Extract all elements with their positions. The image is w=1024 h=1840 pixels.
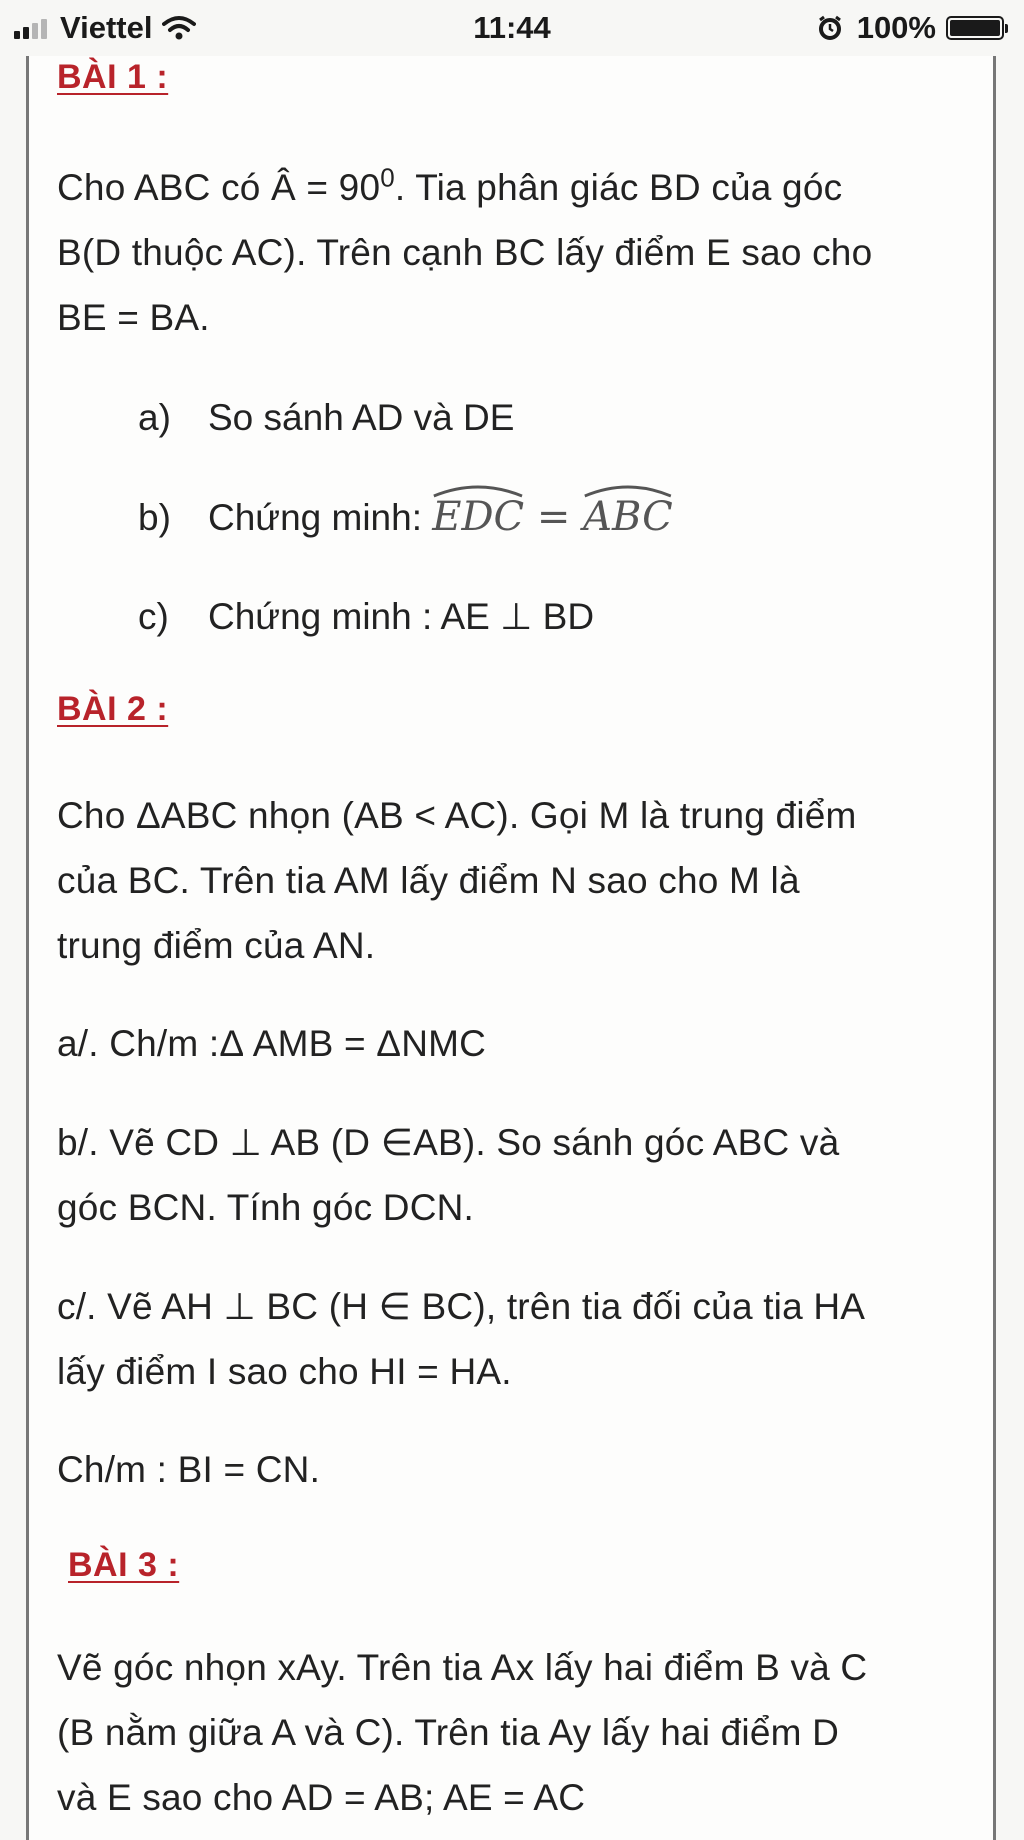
clock: 11:44: [473, 10, 551, 45]
bai2-part-b-line2: góc BCN. Tính góc DCN.: [57, 1187, 475, 1228]
bai3-line3: và E sao cho AD = AB; AE = AC: [57, 1777, 586, 1818]
bai1-intro-line2: B(D thuộc AC). Trên cạnh BC lấy điểm E sao cho: [57, 232, 873, 273]
status-right: [817, 8, 1004, 48]
item-marker: a): [138, 397, 171, 438]
bai1-heading: BÀI 1 :: [57, 58, 169, 96]
battery-percent: 100%: [856, 10, 936, 45]
bai2-para1-line3: trung điểm của AN.: [57, 925, 376, 966]
angle-edc: EDC: [432, 484, 524, 550]
battery-fill: [950, 20, 1000, 36]
angle-abc: ABC: [583, 484, 673, 550]
bai1-intro-text: Cho ABC có Â = 90: [57, 167, 381, 208]
bai1-item-c: [138, 584, 594, 650]
bai1-intro-line3: BE = BA.: [57, 297, 210, 338]
carrier-name: Viettel: [60, 10, 153, 45]
alarm-icon: [817, 15, 843, 41]
bai1-item-b: [138, 484, 673, 551]
bai2-para1-line1: Cho ΔABC nhọn (AB < AC). Gọi M là trung điểm: [57, 795, 857, 836]
hat-arc-icon: [432, 482, 524, 498]
bai3-line2: (B nằm giữa A và C). Trên tia Ay lấy hai điểm D: [57, 1712, 840, 1753]
item-text: Chứng minh : AE ⊥ BD: [208, 596, 595, 637]
bai3-heading: BÀI 3 :: [68, 1546, 180, 1584]
bai2-part-b-line1: b/. Vẽ CD ⊥ AB (D ∈AB). So sánh góc ABC và: [57, 1122, 840, 1163]
bai2-part-c-line2: lấy điểm I sao cho HI = HA.: [57, 1351, 512, 1392]
status-bar: [0, 0, 1024, 56]
degree-superscript: 0: [380, 162, 395, 193]
bai2-part-c-line3: Ch/m : BI = CN.: [57, 1449, 321, 1490]
bai2-part-a: a/. Ch/m :Δ AMB = ΔNMC: [57, 1023, 487, 1064]
bai2-heading: BÀI 2 :: [57, 690, 169, 728]
bai3-line1: Vẽ góc nhọn xAy. Trên tia Ax lấy hai điểm B và C: [57, 1647, 868, 1688]
item-text: So sánh AD và DE: [208, 397, 515, 438]
item-marker: c): [138, 596, 169, 637]
battery-icon: [946, 16, 1004, 40]
bai1-intro-text-2: . Tia phân giác BD của góc: [394, 167, 843, 208]
bai1-item-a: [138, 385, 514, 451]
bai1-intro-line1: [57, 155, 967, 221]
bai2-para1-line2: của BC. Trên tia AM lấy điểm N sao cho M là: [57, 860, 800, 901]
hat-arc-icon: [583, 482, 673, 498]
item-marker: b): [138, 497, 171, 538]
math-expression: EDC = ABC: [432, 494, 672, 540]
bai2-part-c-line1: c/. Vẽ AH ⊥ BC (H ∈ BC), trên tia đối của tia HA: [57, 1286, 866, 1327]
item-text: Chứng minh:: [208, 497, 433, 538]
